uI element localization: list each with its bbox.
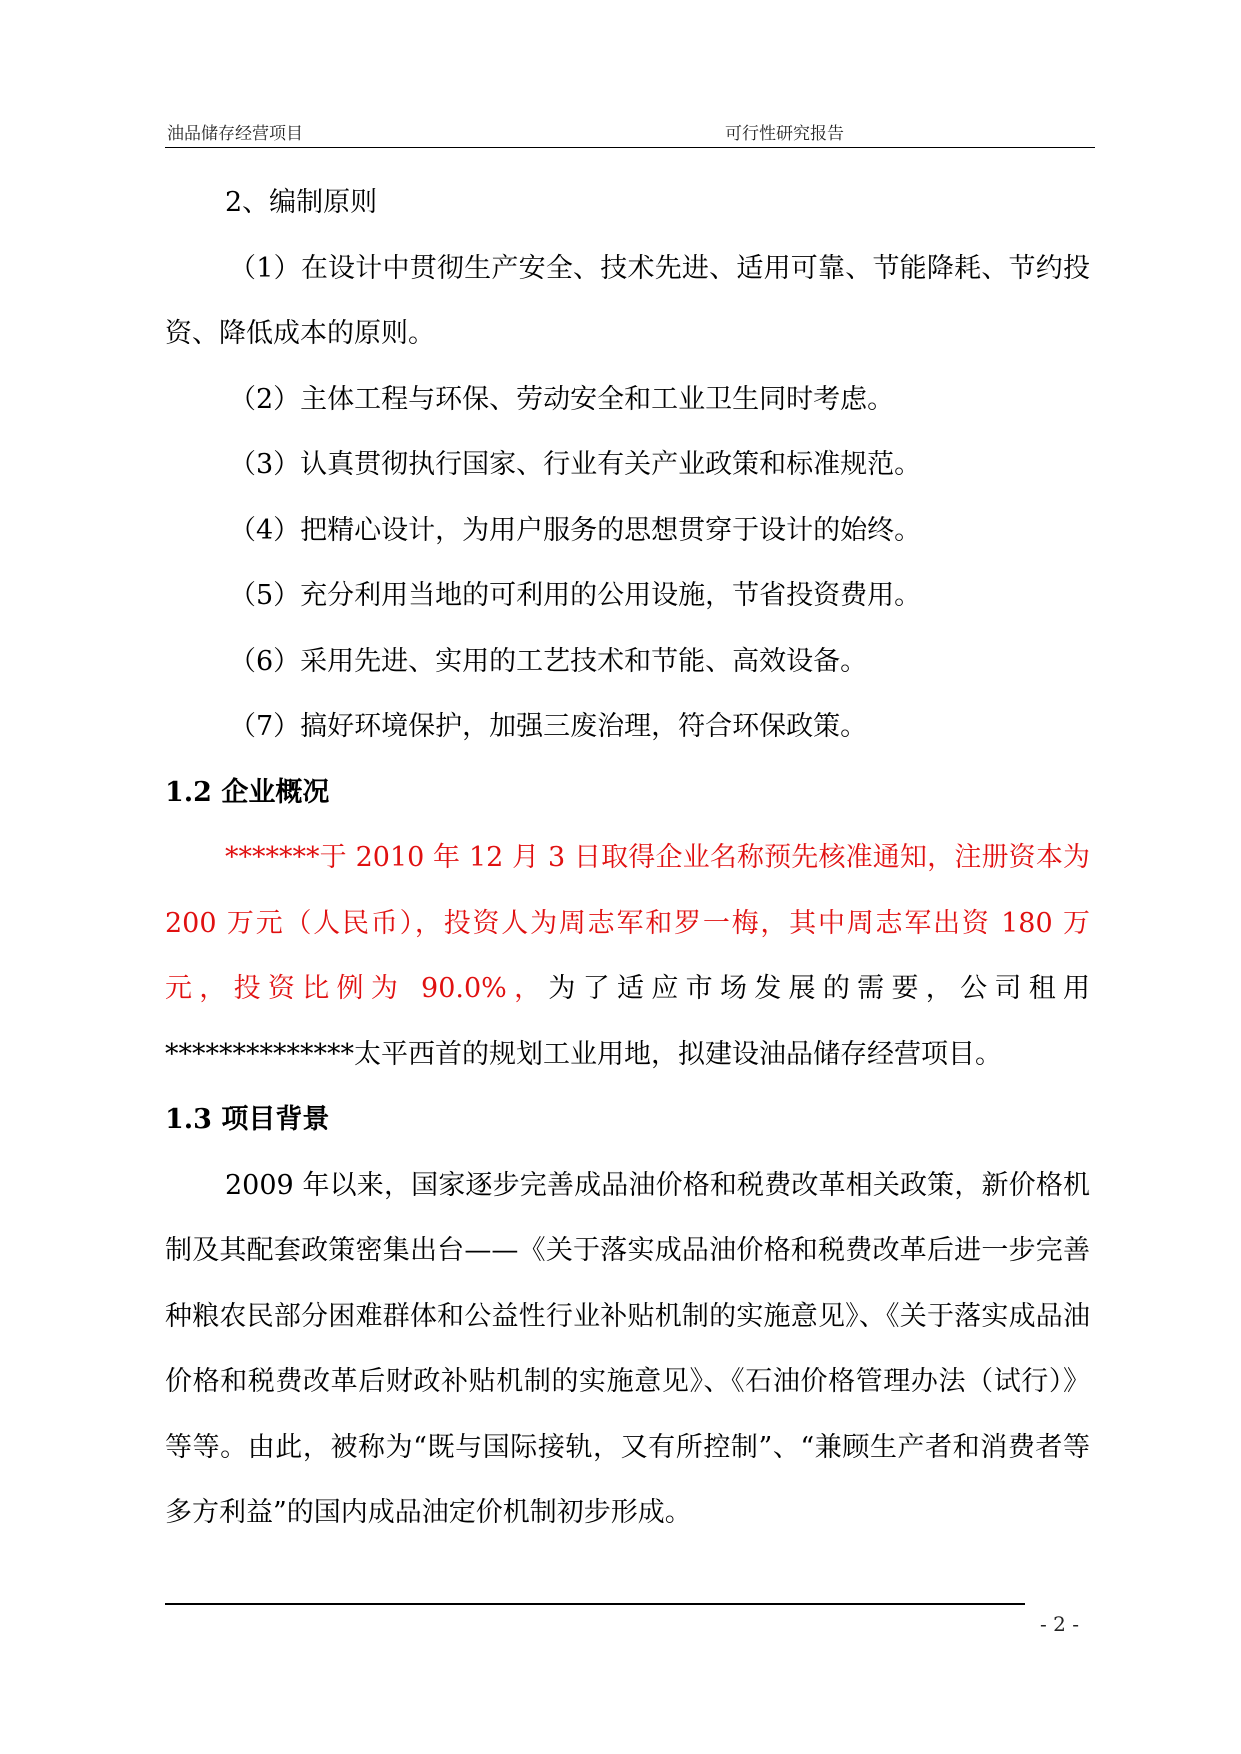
principle-item: （2）主体工程与环保、劳动安全和工业卫生同时考虑。 [229, 383, 895, 415]
principle-item: （4）把精心设计，为用户服务的思想贯穿于设计的始终。 [229, 514, 922, 546]
enterprise-paragraph [165, 825, 1090, 1087]
principle-item: （7）搞好环境保护，加强三废治理，符合环保政策。 [229, 711, 868, 742]
heading-enterprise-overview: 1.2 企业概况 [165, 776, 330, 808]
principle-item: （1）在设计中贯彻生产安全、技术先进、适用可靠、节能降耗、节约投资、降低成本的原则。 [165, 252, 1090, 349]
heading-project-background: 1.3 项目背景 [165, 1104, 330, 1135]
footer-divider [165, 1603, 1025, 1605]
background-paragraph: 2009 年以来，国家逐步完善成品油价格和税费改革相关政策，新价格机制及其配套政策密集出台——《关于落实成品油价格和税费改革后进一步完善种粮农民部分困难群体和公益性行业补贴机制的实施意见》、《关于落实成品油价格和税费改革后财政补贴机制的实施意见》、《石油价格管理办法（试行）》等等。由此，被称为“既与国际接轨，又有所控制”、“兼顾生产者和消费者等多方利益”的国内成品油定价机制初步形成。 [165, 1169, 1090, 1528]
principle-item: （5）充分利用当地的可利用的公用设施，节省投资费用。 [229, 580, 922, 611]
section-title-principles: 2、编制原则 [225, 187, 378, 218]
header-report-type: 可行性研究报告 [725, 124, 844, 144]
principle-item: （3）认真贯彻执行国家、行业有关产业政策和标准规范。 [229, 449, 922, 480]
enterprise-registration-text: *******于 2010 年 12 月 3 日取得企业名称预先核准通知，注册资本为 200 万元（人民币），投资人为周志军和罗一梅，其中周志军出资 180 万元，投资比例为 90.0%， [165, 842, 1090, 1004]
principle-item: （6）采用先进、实用的工艺技术和节能、高效设备。 [229, 645, 868, 677]
page-header [165, 117, 1095, 148]
header-project-name: 油品储存经营项目 [167, 124, 303, 144]
enterprise-site-text: 为了适应市场发展的需要，公司租用**************太平西首的规划工业用地，拟建设油品储存经营项目。 [165, 973, 1091, 1070]
page-number: - 2 - [1040, 1612, 1079, 1636]
page-content [165, 170, 1090, 1546]
